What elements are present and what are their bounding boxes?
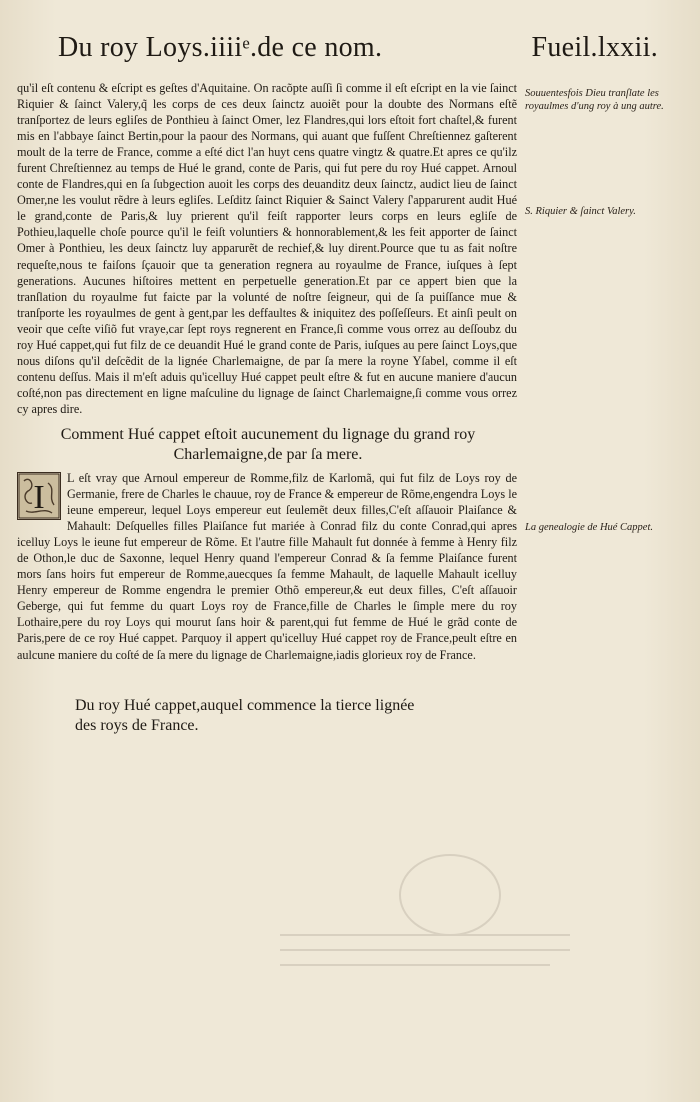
paragraph-2-text: L eſt vray que Arnoul empereur de Romme,filz de Karlomã, qui fut filz de Loys roy de Germanie, frere de Charles le chauue, roy de France & empereur de Rõme,engendra Loys le ieune empereur, lequel Loys empereur eut ſeulemẽt deux filles,C'eſt aſſauoir Plaiſance & Mahault: Deſquelles filles Plaiſance fut mariée à Conrad filz du conte Conrad,qui apres icelluy Loys le ieune fut empereur de Rõme. Et l'autre fille Mahault fut donnée à femme à Henry filz de Othon,le duc de Saxonne, lequel Henry quand l'empereur Conrad & ſa femme Plaiſance furent mors ſans hoirs fut empereur de Romme,auecques ſa femme Mahault, de laquelle Mahault icelluy Henry empereur de Romme engendra le premier Othõ empereur,& eut deux filles, C'eſt aſſauoir Geberge, qui fut femme du quart Loys roy de France,fille de Charles le ſimple mere du roy Lothaire,pere du roy Loys qui mourut ſans hoir & parent,qui fut femme de Hué le grãd conte de Paris,pere de ce roy Hué cappet. Parquoy il appert qu'icelluy Hué cappet roy de France,peult eſtre en aulcune maniere du coſté de ſa mere du lignage de Charlemaigne,iadis glorieux roy de France. [17, 471, 517, 662]
running-title: Du roy Loys.iiiiᵉ.de ce nom. [58, 32, 383, 63]
running-header [58, 32, 658, 72]
decorated-initial [17, 472, 61, 520]
chapter-heading-2: Du roy Hué cappet,auquel commence la tierce lignée des roys de France. [75, 697, 415, 734]
paragraph-1 [17, 80, 517, 417]
margin-note-2: S. Riquier & ſainct Valery. [525, 206, 636, 217]
paragraph-1-text: qu'il eſt contenu & eſcript es geſtes d'Aquitaine. On racõpte auſſi ſi comme il eſt eſcript en la vie ſainct Riquier & ſainct Valery,q̃ les corps de ces deux ſainctz auoiẽt pour la doubte des Normans eſtẽ tranſportez de leurs egliſes de Ponthieu à ſainct Omer, lez Flandres,qui lors eſtoit fort chaſtel,& furent mis en l'abbaye ſainct Bertin,pour la paour des Normans, qui auant que fuſſent Chreſtiennez gaſterent moult de la terre de France, comme a eſté dict l'an huyt cens quatre vingtz & quatre.Et apres ce qu'ilz furent Chreſtiennez au temps de Hué le grand, conte de Paris, qui fut pere du roy Hué cappet. Arnoul conte de Flandres,qui en ſa ſubgection auoit les corps des deuanditz deux ſainctz, audict lieu de ſainct Omer,ne les voulut rẽdre à leurs egliſes. Leſditz ſainct Riquier & Sainct Valery ſ'apparurent audit Hué le grand,conte de Paris,& luy prierent qu'il feiſt rapporter leurs corps en leurs egliſe de Pothieu,laquelle choſe pource qu'il le feiſt voluntiers & honnorablement,& les feit apporter de ſainct Omer à Ponthieu, les deux ſainctz luy apparurẽt de rechief,& luy dirent.Pource que tu as fait noſtre requeſte,nous te faiſons ſçauoir que ta generation regnera au royaulme de France, iuſques à ſept generations. Aucunes hiſtoires mettent en perpetuelle generation.Et par ce appert bien que la tranſlation du royaulme fut faicte par la volunté de noſtre ſeigneur, qui de ſa puiſſance mue & tranſporte les royaulmes de gent à gent,par les deffaultes & iniquitez des poſſeſſeurs. Et ainſi peult on veoir que ceſte viſiõ fut vraye,car ſept roys regnerent en France,ſi comme vous orrez au deſſoubz du roy Hué cappet,qui fut filz de ce deuandit Hué le grand conte de Paris, iuſques au pere ſainct Loys,que nous diſons qu'il deſcẽdit de la lignée Charlemaigne, de par ſa mere la royne Yſabel, comme il eſt contenu deſſus. Mais il m'eſt aduis qu'icelluy Hué cappet peult eſtre & fut en aucune maniere d'aucun coſté,non pas directement en ligne maſculine du lignage de ſainct Charlemaigne,ſi comme vous orrez cy apres dire. [17, 81, 517, 416]
margin-note-3: La genealogie de Hué Cappet. [525, 522, 654, 533]
show-through-text [270, 815, 590, 975]
paragraph-2 [17, 470, 517, 663]
initial-letter: I [33, 479, 45, 516]
chapter-heading-1: Comment Hué cappet eſtoit aucunement du lignage du grand roy Charlemaigne,de par ſa mere. [60, 426, 476, 463]
margin-note-1: Souuentesfois Dieu tranſlate les royaulmes d'ung roy à ung autre. [525, 88, 664, 112]
folio-number: Fueil.lxxii. [531, 32, 658, 63]
